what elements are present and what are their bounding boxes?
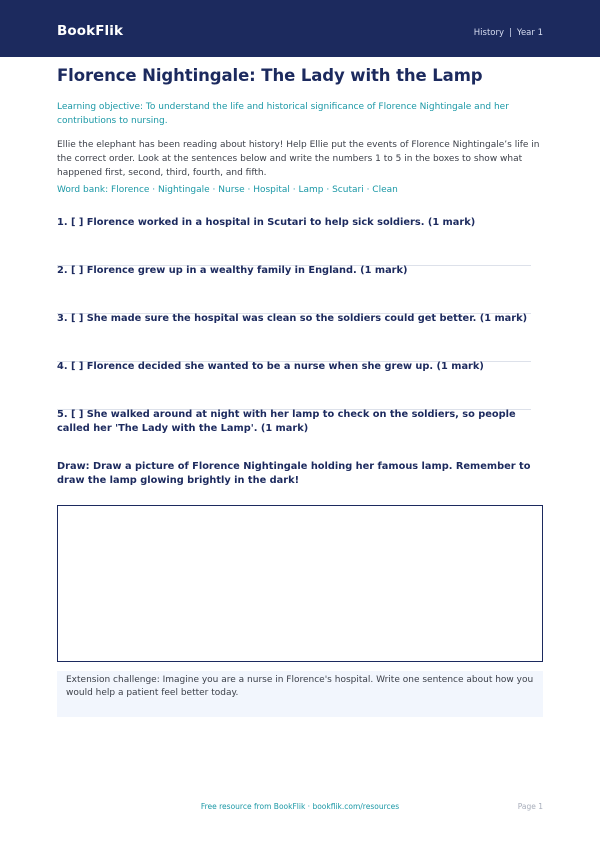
drawing-area[interactable] — [57, 505, 543, 662]
extension-text: Extension challenge: Imagine you are a nurse in Florence's hospital. Write one sentence about how you would help a patient feel better today. — [66, 675, 534, 698]
instructions: Ellie the elephant has been reading about history! Help Ellie put the events of Florence Nightingale’s life in the correct order. Look at the sentences below and write the numbers 1 to 5 in the boxes to show what happened first, second, third, fourth, and fifth. — [57, 140, 540, 178]
page-title: Florence Nightingale: The Lady with the Lamp — [57, 66, 483, 85]
meta-separator: | — [509, 28, 512, 38]
subject-label: History — [473, 28, 505, 38]
learning-objective: Learning objective: To understand the life and historical significance of Florence Nightingale and her contributions to nursing. — [57, 102, 509, 126]
word-bank: Word bank: Florence · Nightingale · Nurse · Hospital · Lamp · Scutari · Clean — [57, 185, 398, 195]
header-meta — [474, 28, 543, 38]
question-1: 1. [ ] Florence worked in a hospital in Scutari to help sick soldiers. (1 mark) — [57, 217, 476, 228]
header-bar — [0, 0, 600, 57]
page-number: Page 1 — [517, 802, 543, 811]
question-5: 5. [ ] She walked around at night with her lamp to check on the soldiers, so people called her 'The Lady with the Lamp'. (1 mark) — [57, 409, 516, 434]
question-3: 3. [ ] She made sure the hospital was clean so the soldiers could get better. (1 mark) — [57, 313, 528, 324]
brand-logo[interactable]: BookFlik — [57, 23, 124, 39]
footer-link[interactable]: Free resource from BookFlik · bookflik.com/resources — [200, 802, 400, 811]
extension-challenge — [57, 671, 543, 717]
question-4: 4. [ ] Florence decided she wanted to be a nurse when she grew up. (1 mark) — [57, 361, 484, 372]
year-label: Year 1 — [516, 28, 543, 38]
question-2: 2. [ ] Florence grew up in a wealthy family in England. (1 mark) — [57, 265, 408, 276]
draw-prompt: Draw: Draw a picture of Florence Nightingale holding her famous lamp. Remember to draw the lamp glowing brightly in the dark! — [57, 461, 531, 486]
